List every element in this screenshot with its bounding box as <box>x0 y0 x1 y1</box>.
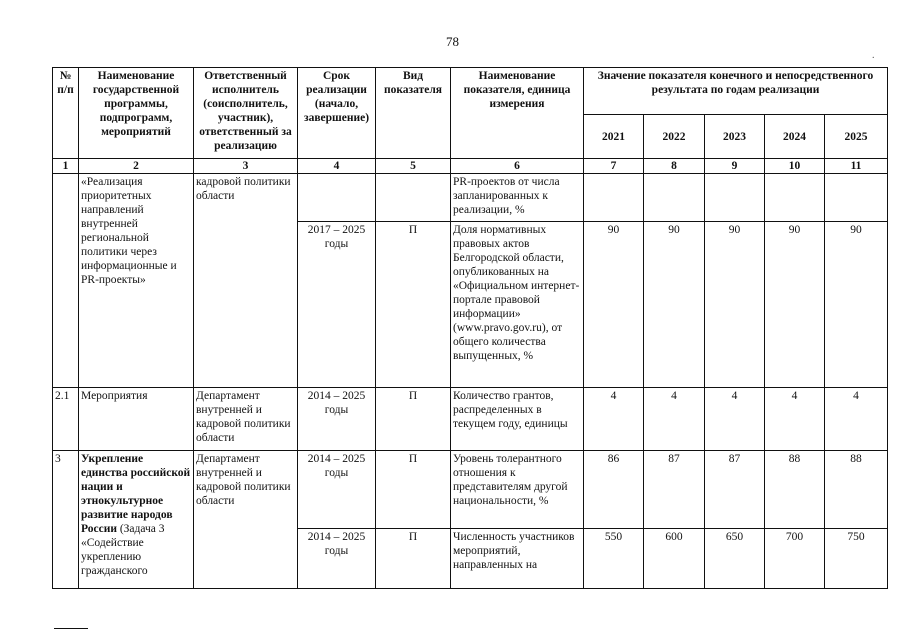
row-indicator: Доля нормативных правовых актов Белгородской области, опубликованных на «Официальном интернет-портале правовой информации» (www.pravo.gov.ru), от общего количества выпущенных, % <box>451 222 584 388</box>
header-year: 2024 <box>765 115 825 159</box>
column-number: 6 <box>451 159 584 174</box>
row-value: 86 <box>584 451 644 529</box>
row-num <box>53 174 79 388</box>
column-number: 7 <box>584 159 644 174</box>
row-value: 90 <box>825 222 888 388</box>
row-value: 4 <box>825 388 888 451</box>
row-indicator: Количество грантов, распределенных в текущем году, единицы <box>451 388 584 451</box>
column-number: 8 <box>644 159 705 174</box>
row-value <box>705 174 765 222</box>
row-value: 4 <box>765 388 825 451</box>
row-value: 650 <box>705 529 765 589</box>
header-period: Срок реализации (начало, завершение) <box>298 68 376 159</box>
row-name-bold: Укрепление единства российской нации и этнокультурное развитие народов России <box>81 453 191 535</box>
row-value: 90 <box>765 222 825 388</box>
column-number: 5 <box>376 159 451 174</box>
header-values-group: Значение показателя конечного и непосредственного результата по годам реализации <box>584 68 888 115</box>
row-period: 2014 – 2025 годы <box>298 451 376 529</box>
scan-mark: . <box>872 50 875 61</box>
header-num: № п/п <box>53 68 79 159</box>
column-numbers-row <box>53 159 888 174</box>
header-row <box>53 68 888 115</box>
row-value: 600 <box>644 529 705 589</box>
row-value <box>644 174 705 222</box>
row-value: 90 <box>584 222 644 388</box>
row-value: 4 <box>644 388 705 451</box>
row-value <box>825 174 888 222</box>
row-value: 88 <box>825 451 888 529</box>
column-number: 4 <box>298 159 376 174</box>
row-executor: Департамент внутренней и кадровой политики области <box>194 451 298 589</box>
row-value: 87 <box>644 451 705 529</box>
row-kind: П <box>376 222 451 388</box>
row-value: 88 <box>765 451 825 529</box>
header-kind: Вид показателя <box>376 68 451 159</box>
indicator-table <box>52 67 888 589</box>
row-value: 90 <box>644 222 705 388</box>
row-indicator: PR-проектов от числа запланированных к реализации, % <box>451 174 584 222</box>
header-year: 2023 <box>705 115 765 159</box>
header-year: 2022 <box>644 115 705 159</box>
row-kind <box>376 174 451 222</box>
row-executor: кадровой политики области <box>194 174 298 388</box>
column-number: 9 <box>705 159 765 174</box>
row-value <box>584 174 644 222</box>
page-number: 78 <box>446 34 459 49</box>
row-name <box>79 451 194 589</box>
row-name: Мероприятия <box>79 388 194 451</box>
row-num: 2.1 <box>53 388 79 451</box>
row-value: 750 <box>825 529 888 589</box>
table-row <box>53 451 888 529</box>
row-num: 3 <box>53 451 79 589</box>
row-value: 90 <box>705 222 765 388</box>
row-name-rest: (Задача 3 «Содействие укреплению гражданского <box>81 523 165 577</box>
column-number: 2 <box>79 159 194 174</box>
footnote-divider <box>54 628 88 629</box>
row-kind: П <box>376 451 451 529</box>
row-value: 550 <box>584 529 644 589</box>
row-value: 700 <box>765 529 825 589</box>
header-year: 2021 <box>584 115 644 159</box>
column-number: 1 <box>53 159 79 174</box>
row-value: 87 <box>705 451 765 529</box>
row-value: 4 <box>705 388 765 451</box>
table-row <box>53 174 888 222</box>
header-executor: Ответственный исполнитель (соисполнитель, участник), ответственный за реализацию <box>194 68 298 159</box>
row-kind: П <box>376 529 451 589</box>
column-number: 11 <box>825 159 888 174</box>
row-period: 2014 – 2025 годы <box>298 529 376 589</box>
column-number: 3 <box>194 159 298 174</box>
row-name: «Реализация приоритетных направлений внутренней региональной политики через информационные и PR-проекты» <box>79 174 194 388</box>
row-executor: Департамент внутренней и кадровой политики области <box>194 388 298 451</box>
row-period <box>298 174 376 222</box>
table-row <box>53 388 888 451</box>
row-value: 4 <box>584 388 644 451</box>
row-indicator: Численность участников мероприятий, направленных на <box>451 529 584 589</box>
row-kind: П <box>376 388 451 451</box>
header-name: Наименование государственной программы, подпрограмм, мероприятий <box>79 68 194 159</box>
row-indicator: Уровень толерантного отношения к представителям другой национальности, % <box>451 451 584 529</box>
row-value <box>765 174 825 222</box>
row-period: 2017 – 2025 годы <box>298 222 376 388</box>
header-year: 2025 <box>825 115 888 159</box>
header-indicator: Наименование показателя, единица измерения <box>451 68 584 159</box>
column-number: 10 <box>765 159 825 174</box>
row-period: 2014 – 2025 годы <box>298 388 376 451</box>
